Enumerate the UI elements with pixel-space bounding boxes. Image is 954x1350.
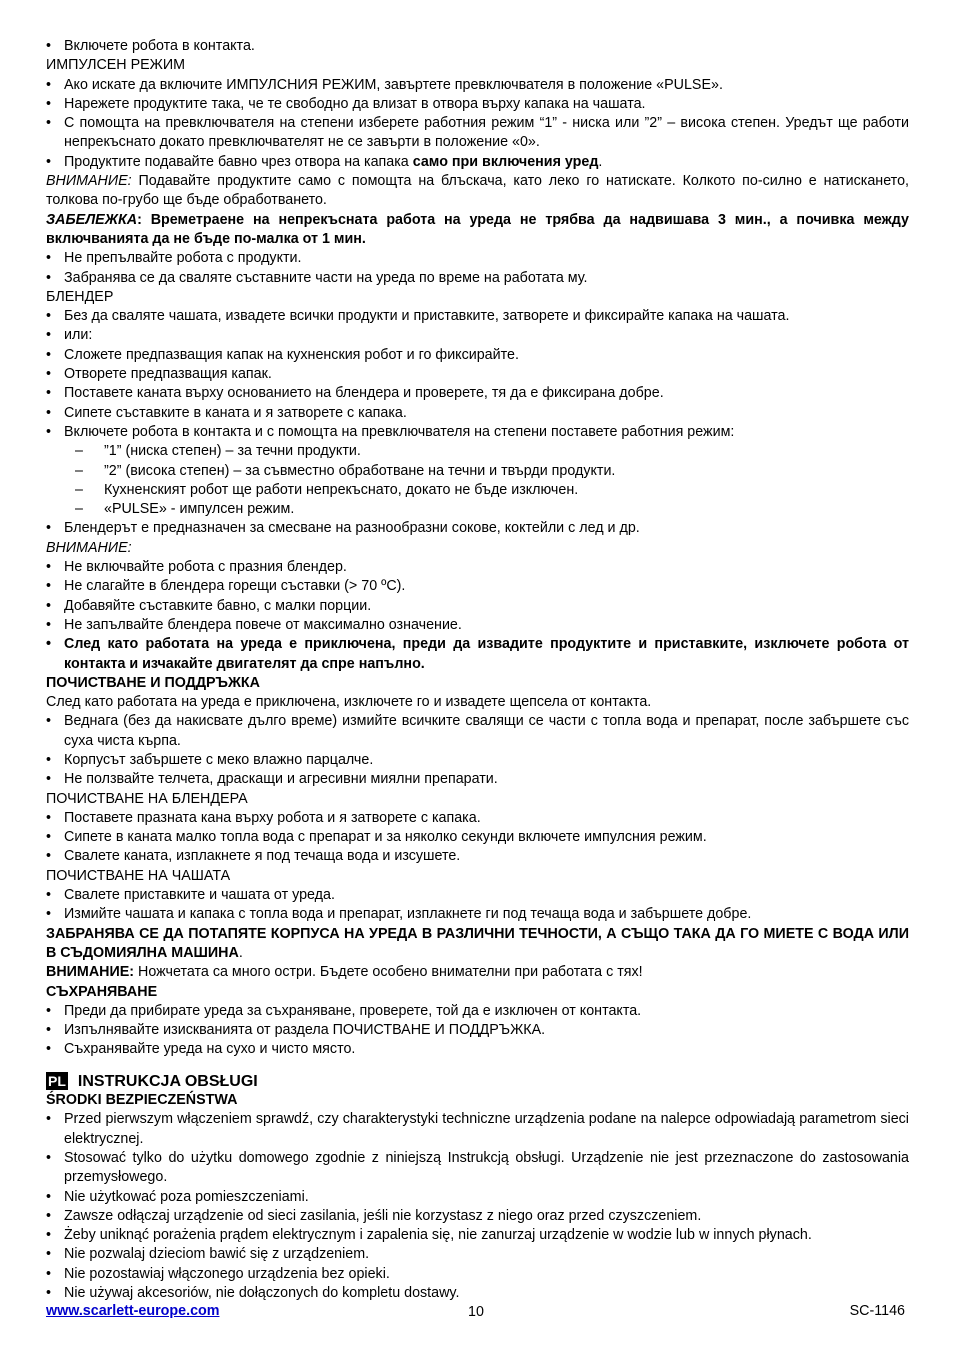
list-item: • Отворете предпазващия капак. xyxy=(46,365,909,384)
list-item: • Stosować tylko do użytku domowego zgodnie z niniejszą Instrukcją obsługi. Urządzenie nie jest przeznaczone do zastosowania przemysłowego. xyxy=(46,1149,909,1188)
warning-paragraph xyxy=(46,963,909,982)
list-item: • Без да сваляте чашата, извадете всички продукти и приставките, затворете и фиксирайте капака на чашата. xyxy=(46,307,909,326)
text-run: Продуктите подавайте бавно чрез отвора на капака xyxy=(64,153,413,170)
warning-label: ВНИМАНИЕ: xyxy=(46,173,132,190)
warning-label: ВНИМАНИЕ: xyxy=(46,539,132,556)
list-item: • Включете робота в контакта. xyxy=(46,37,909,56)
list-item: • Nie użytkować poza pomieszczeniami. xyxy=(46,1188,909,1207)
list-item: • Поставете каната върху основанието на блендера и проверете, тя да е фиксирана добре. xyxy=(46,384,909,403)
list-item: • Przed pierwszym włączeniem sprawdź, czy charakterystyki techniczne urządzenia podane na nalepce odpowiadają parametrom sieci elektrycznej. xyxy=(46,1110,909,1149)
model-number: SC-1146 xyxy=(849,1303,905,1319)
text-run: Подавайте продуктите само с помощта на блъскача, като леко го натискате. Колкото по-силно е натискането, толкова по-грубо ще бъде обработването. xyxy=(46,173,909,209)
document-page xyxy=(46,37,909,1303)
list-item: • Нарежете продуктите така, че те свободно да влизат в отвора върху капака на чашата. xyxy=(46,95,909,114)
list-item: • Не запълвайте блендера повече от максимално означение. xyxy=(46,616,909,635)
list-item: • Изпълнявайте изискванията от раздела ПОЧИСТВАНЕ И ПОДДРЪЖКА. xyxy=(46,1021,909,1040)
list-item: • Измийте чашата и капака с топла вода и препарат, изплакнете ги под течаща вода и забършете добре. xyxy=(46,905,909,924)
list-item: • или: xyxy=(46,326,909,345)
dash-item: – Кухненският робот ще работи непрекъснато, докато не бъде изключен. xyxy=(46,481,909,500)
list-item: • Nie używaj akcesoriów, nie dołączonych do kompletu dostawy. xyxy=(46,1284,909,1303)
text-run: : Времетраене на непрекъснатa работа на уреда не трябва да надвишава 3 мин., а почивка между включванията да не бъде по-малка от 1 мин. xyxy=(46,211,909,247)
list-item: • Свалете приставките и чашата от уреда. xyxy=(46,886,909,905)
warning-label: ВНИМАНИЕ: xyxy=(46,964,135,981)
dash-item: – «PULSE» - импулсен режим. xyxy=(46,500,909,519)
note-label: ЗАБЕЛЕЖКА xyxy=(46,211,138,228)
list-item: • След като работата на уреда е приключена, преди да извадите продуктите и приставките, изключете робота от контакта и изчакайте двигателят да спре напълно. xyxy=(46,635,909,674)
list-item: • Nie pozostawiaj włączonego urządzenia bez opieki. xyxy=(46,1265,909,1284)
list-item: • Ако искате да включите ИМПУЛСНИЯ РЕЖИМ, завъртете превключвателя в положение «PULSE». xyxy=(46,76,909,95)
list-item: • Сипете съставките в каната и я затворете с капака. xyxy=(46,404,909,423)
caps-warning xyxy=(46,925,909,964)
list-item: • Преди да прибирате уреда за съхраняване, проверете, той да е изключен от контакта. xyxy=(46,1002,909,1021)
bold-text: само при включения уред xyxy=(412,153,599,170)
list-item: • Веднага (без да накисвате дълго време) измийте всичките свалящи се части с топла вода и препарат, после забършете със суха чиста кърпа. xyxy=(46,712,909,751)
list-item: • Не ползвайте телчета, драскащи и агресивни миялни препарати. xyxy=(46,770,909,789)
list-item: • С помощта на превключвателя на степени изберете работния режим “1” - ниска или ”2” – висока степен. Уредът ще работи непрекъснато докато превключвателят не се завърти в положение «0». xyxy=(46,114,909,153)
list-item: • Съхранявайте уреда на сухо и чисто място. xyxy=(46,1040,909,1059)
list-item: • Zawsze odłączaj urządzenie od sieci zasilania, jeśli nie korzystasz z niego oraz przed czyszczeniem. xyxy=(46,1207,909,1226)
language-badge: PL xyxy=(48,1073,66,1090)
page-footer xyxy=(46,1303,909,1323)
list-item: • Не слагайте в блендера горещи съставки (> 70 ºС). xyxy=(46,577,909,596)
text-run: . xyxy=(598,153,603,170)
section-heading: СЪХРАНЯВАНЕ xyxy=(46,983,158,1000)
list-item: • Не препълвайте робота с продукти. xyxy=(46,249,909,268)
section-title: INSTRUKCJA OBSŁUGI xyxy=(77,1072,258,1090)
list-item xyxy=(46,153,909,172)
text-run: Ножчетата са много остри. Бъдете особено внимателни при работата с тях! xyxy=(134,964,643,981)
list-item: • Żeby uniknąć porażenia prądem elektrycznym i zapalenia się, nie zanurzaj urządzenie w wodzie lub w innych płynach. xyxy=(46,1226,909,1245)
list-item: • Добавяйте съставките бавно, с малки порции. xyxy=(46,597,909,616)
list-item: • Nie pozwalaj dzieciom bawić się z urządzeniem. xyxy=(46,1245,909,1264)
list-item: • Поставете празната кана върху робота и я затворете с капака. xyxy=(46,809,909,828)
section-heading: БЛЕНДЕР xyxy=(46,288,114,305)
section-heading: ПОЧИСТВАНЕ НА ЧАШАТА xyxy=(46,867,231,884)
page-number: 10 xyxy=(468,1304,484,1320)
website-link[interactable]: www.scarlett-europe.com xyxy=(46,1303,220,1319)
list-item: • Не включвайте робота с празния блендер. xyxy=(46,558,909,577)
section-heading: ПОЧИСТВАНЕ НА БЛЕНДЕРА xyxy=(46,790,248,807)
list-item: • Включете робота в контакта и с помощта на превключвателя на степени поставете работния режим: xyxy=(46,423,909,442)
section-heading: ŚRODKI BEZPIECZEŃSTWA xyxy=(46,1092,238,1109)
text-run: . xyxy=(238,944,243,961)
list-item: • Сложете предпазващия капак на кухненския робот и го фиксирайте. xyxy=(46,346,909,365)
paragraph: След като работата на уреда е приключена, изключете го и извадете щепсела от контакта. xyxy=(46,694,652,711)
dash-item: – ”2” (висока степен) – за съвместно обработване на течни и твърди продукти. xyxy=(46,462,909,481)
list-item: • Корпусът забършете с меко влажно парцалче. xyxy=(46,751,909,770)
warning-paragraph xyxy=(46,172,909,211)
pl-section-header xyxy=(46,1072,909,1091)
text-run: ЗАБРАНЯВА СЕ ДА ПОТАПЯТЕ КОРПУСА НА УРЕДА В РАЗЛИЧНИ ТЕЧНОСТИ, А СЪЩО ТАКА ДА ГО МИЕТЕ С ВОДА ИЛИ В СЪДОМИЯЛНА МАШИНА xyxy=(46,925,909,961)
list-item: • Свалете каната, изплакнете я под течаща вода и изсушете. xyxy=(46,847,909,866)
list-item: • Забранява се да сваляте съставните части на уреда по време на работата му. xyxy=(46,269,909,288)
list-item: • Блендерът е предназначен за смесване на разнообразни сокове, коктейли с лед и др. xyxy=(46,519,909,538)
list-item: • Сипете в каната малко топла вода с препарат и за няколко секунди включете импулсния режим. xyxy=(46,828,909,847)
note-paragraph xyxy=(46,211,909,250)
dash-item: – ”1” (ниска степен) – за течни продукти. xyxy=(46,442,909,461)
section-heading: ПОЧИСТВАНЕ И ПОДДРЪЖКА xyxy=(46,674,260,691)
section-heading: ИМПУЛСЕН РЕЖИМ xyxy=(46,57,186,74)
